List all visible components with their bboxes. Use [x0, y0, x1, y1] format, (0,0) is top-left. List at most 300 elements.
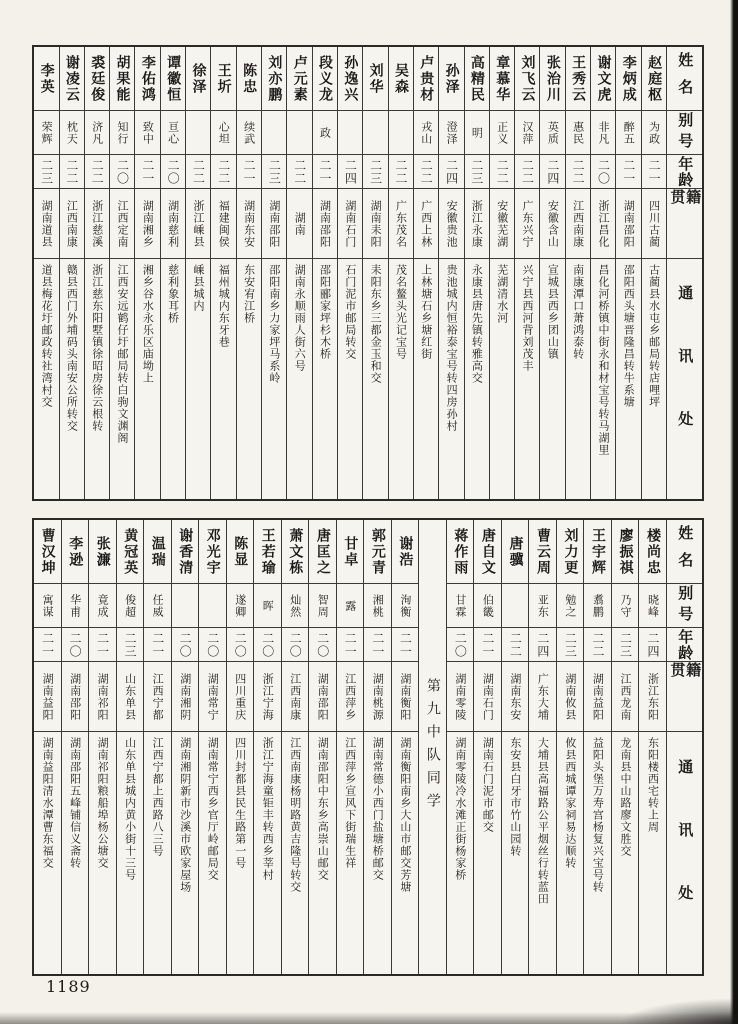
- table-column: [59, 47, 84, 499]
- age-cell-text: 二三: [368, 158, 383, 185]
- name-cell-text: 蒋作雨: [452, 527, 469, 576]
- column-header-native-text: 籍贯: [668, 189, 702, 224]
- name-cell: [172, 520, 199, 584]
- alias-cell: [34, 584, 61, 628]
- native-place-cell-text: 浙江慈溪: [90, 199, 104, 248]
- address-cell: [642, 259, 666, 499]
- age-cell: [392, 628, 419, 662]
- page-number: 1189: [46, 977, 91, 996]
- native-place-cell-text: 江西南康: [65, 199, 79, 248]
- table-column: [171, 520, 199, 974]
- name-cell: [591, 47, 615, 111]
- age-cell: [515, 155, 539, 189]
- name-cell: [227, 520, 254, 584]
- table-column: [336, 520, 364, 974]
- name-cell-text: 黄冠英: [122, 527, 139, 576]
- address-cell-text: 道县梅花圩邮政转社湾村交: [40, 264, 54, 408]
- native-place-cell-text: 湖南邵阳: [316, 672, 330, 721]
- alias-cell: [172, 584, 199, 628]
- name-cell-text: 段义龙: [317, 54, 334, 103]
- column-header-alias: [667, 111, 702, 155]
- alias-cell-text: 续武: [242, 120, 256, 145]
- alias-cell-text: 正义: [495, 120, 509, 145]
- name-cell: [186, 47, 210, 111]
- address-cell-text: 湖南零陵冷水滩正街杨家桥: [453, 737, 467, 881]
- table-column: [88, 520, 116, 974]
- table-column: [391, 520, 419, 974]
- native-place-cell-text: 湖南邵阳: [622, 199, 636, 248]
- name-cell-text: 唐自文: [479, 527, 496, 576]
- age-cell: [414, 155, 438, 189]
- table-column: [464, 47, 489, 499]
- age-cell: [557, 628, 584, 662]
- age-cell: [584, 628, 611, 662]
- alias-cell-text: 晓峰: [646, 593, 660, 618]
- name-cell: [502, 520, 529, 584]
- name-cell-text: 赵庭枢: [646, 54, 663, 103]
- age-cell: [34, 155, 58, 189]
- native-place-cell: [161, 189, 185, 259]
- native-place-cell: [254, 662, 281, 732]
- name-cell: [540, 47, 564, 111]
- native-place-cell: [211, 189, 235, 259]
- alias-cell: [540, 111, 564, 155]
- age-cell-text: 二一: [370, 631, 385, 658]
- alias-cell: [211, 111, 235, 155]
- age-cell-text: 二〇: [68, 631, 83, 658]
- native-place-cell: [439, 189, 463, 259]
- alias-cell-text: 澄泽: [445, 120, 459, 145]
- table-column: [446, 520, 474, 974]
- name-cell-text: 李佑鸿: [139, 54, 156, 103]
- alias-cell: [642, 111, 666, 155]
- address-cell-text: 邵阳郦家坪杉木桥: [318, 264, 332, 360]
- address-cell-text: 湖南邵阳中东乡高崇山邮交: [316, 737, 330, 881]
- name-cell-text: 谢浩: [397, 535, 414, 568]
- table-column: [528, 520, 556, 974]
- address-cell-text: 湖南湘阴新市沙溪市欧家屋场: [178, 737, 192, 893]
- native-place-cell: [566, 189, 590, 259]
- name-cell-text: 李英: [38, 62, 55, 95]
- address-cell-text: 东安县白牙市竹山园转: [508, 737, 522, 857]
- name-cell: [338, 47, 362, 111]
- age-cell-text: 二〇: [260, 631, 275, 658]
- name-cell-text: 曹汉坤: [39, 527, 56, 576]
- native-place-cell: [414, 189, 438, 259]
- address-cell: [211, 259, 235, 499]
- age-cell-text: 二一: [95, 631, 110, 658]
- age-cell: [262, 155, 286, 189]
- native-place-cell-text: 江西宁都: [151, 672, 165, 721]
- age-cell: [89, 628, 116, 662]
- alias-cell-text: 任威: [151, 593, 165, 618]
- table-column: [539, 47, 564, 499]
- age-cell: [363, 155, 387, 189]
- alias-cell: [144, 584, 171, 628]
- table-column: [514, 47, 539, 499]
- table-column: [34, 520, 61, 974]
- name-cell-text: 廖振祺: [617, 527, 634, 576]
- age-cell-text: 二一: [343, 631, 358, 658]
- age-cell-text: 二一: [40, 631, 55, 658]
- age-cell: [211, 155, 235, 189]
- name-cell: [161, 47, 185, 111]
- table-column: [590, 47, 615, 499]
- table-column: [61, 520, 89, 974]
- age-cell-text: 二一: [150, 631, 165, 658]
- native-place-cell-text: 山东单县: [123, 672, 137, 721]
- name-cell-text: 裘廷俊: [89, 54, 106, 103]
- native-place-cell: [172, 662, 199, 732]
- age-cell: [161, 155, 185, 189]
- alias-cell: [490, 111, 514, 155]
- native-place-cell-text: 江西龙南: [618, 672, 632, 721]
- alias-cell: [237, 111, 261, 155]
- table-column: [286, 47, 311, 499]
- alias-cell: [117, 584, 144, 628]
- name-cell: [612, 520, 639, 584]
- native-place-cell: [584, 662, 611, 732]
- name-cell: [62, 520, 89, 584]
- address-cell: [447, 732, 474, 974]
- address-cell: [364, 732, 391, 974]
- address-cell-text: 湖南邵阳五峰铺信义斋转: [68, 737, 82, 869]
- address-cell: [392, 732, 419, 974]
- age-cell-text: 二〇: [288, 631, 303, 658]
- age-cell-text: 二二: [393, 158, 408, 185]
- column-header-name-text: 姓名: [676, 524, 695, 579]
- native-place-cell: [490, 189, 514, 259]
- address-cell-text: 江西宁都上西路八三号: [151, 737, 165, 857]
- age-cell: [616, 155, 640, 189]
- alias-cell: [465, 111, 489, 155]
- name-cell: [309, 520, 336, 584]
- address-cell-text: 湖南石门泥市邮交: [481, 737, 495, 833]
- native-place-cell: [591, 189, 615, 259]
- native-place-cell: [529, 662, 556, 732]
- table-column: [84, 47, 109, 499]
- address-cell-text: 石门泥市邮局转交: [343, 264, 357, 360]
- address-cell: [363, 259, 387, 499]
- age-cell-text: 二三: [469, 158, 484, 185]
- name-cell-text: 高精民: [468, 54, 485, 103]
- name-cell: [566, 47, 590, 111]
- name-cell-text: 王宇辉: [589, 527, 606, 576]
- alias-cell-text: 华甫: [68, 593, 82, 618]
- section-divider-column: [418, 520, 446, 974]
- native-place-cell: [465, 189, 489, 259]
- native-place-cell: [313, 189, 337, 259]
- name-cell: [199, 520, 226, 584]
- table-column: [281, 520, 309, 974]
- alias-cell: [584, 584, 611, 628]
- age-cell: [309, 628, 336, 662]
- table-column: [34, 47, 58, 499]
- table-column: [438, 47, 463, 499]
- address-cell-text: 上林塘石乡塘红街: [419, 264, 433, 360]
- age-cell-text: 二一: [140, 158, 155, 185]
- address-cell: [515, 259, 539, 499]
- age-cell-text: 二一: [398, 631, 413, 658]
- alias-cell: [439, 111, 463, 155]
- address-cell-text: 嵊县城内: [191, 264, 205, 312]
- alias-cell-text: 洵衡: [398, 593, 412, 618]
- name-cell-text: 李炳成: [620, 54, 637, 103]
- alias-cell-text: 汉萍: [521, 120, 534, 145]
- alias-cell-text: 俊超: [123, 593, 137, 618]
- name-cell: [557, 520, 584, 584]
- name-cell-text: 胡果能: [114, 54, 131, 103]
- name-cell: [89, 520, 116, 584]
- alias-cell-text: 惠民: [571, 120, 585, 145]
- table-column: [185, 47, 210, 499]
- native-place-cell-text: 广西上林: [419, 199, 433, 248]
- address-cell-text: 宣城县西乡团山镇: [546, 264, 560, 360]
- age-cell-text: 二〇: [166, 158, 181, 185]
- native-place-cell: [639, 662, 666, 732]
- age-cell: [62, 628, 89, 662]
- column-header-address-text: 通讯处: [676, 284, 695, 474]
- address-cell: [612, 732, 639, 974]
- address-cell-text: 邵阳西头塘晋隆昌转牛系塘: [622, 264, 636, 408]
- name-cell: [85, 47, 109, 111]
- alias-cell: [566, 111, 590, 155]
- address-cell: [309, 732, 336, 974]
- alias-cell: [85, 111, 109, 155]
- age-cell-text: 二一: [647, 158, 662, 185]
- age-cell-text: 二二: [495, 158, 510, 185]
- address-cell: [502, 732, 529, 974]
- native-place-cell-text: 湖南慈利: [166, 199, 180, 248]
- name-cell: [584, 520, 611, 584]
- table-column: [388, 47, 413, 499]
- native-place-cell: [287, 189, 311, 259]
- native-place-cell: [389, 189, 413, 259]
- alias-cell: [337, 584, 364, 628]
- alias-cell: [62, 584, 89, 628]
- name-cell-text: 徐泽: [190, 62, 207, 95]
- roster-table-top: [32, 45, 704, 501]
- alias-cell: [612, 584, 639, 628]
- alias-cell-text: 致中: [141, 120, 155, 145]
- native-place-cell: [338, 189, 362, 259]
- age-cell-text: 二二: [571, 158, 586, 185]
- name-cell-text: 郭元青: [369, 527, 386, 576]
- age-cell-text: 二二: [216, 158, 231, 185]
- age-cell: [474, 628, 501, 662]
- alias-cell-text: 寓谋: [41, 593, 55, 618]
- table-column: [556, 520, 584, 974]
- native-place-cell-text: 湖南东安: [242, 199, 256, 248]
- address-cell-text: 茂名鳌头光记宝号: [394, 264, 408, 360]
- section-label-cell: [419, 520, 446, 974]
- native-place-cell: [237, 189, 261, 259]
- address-cell-text: 益阳头堡万寿宫杨复兴宝号转: [591, 737, 605, 893]
- age-cell-text: 二二: [292, 158, 307, 185]
- native-place-cell: [199, 662, 226, 732]
- native-place-cell-text: 浙江嵊县: [191, 199, 205, 248]
- native-place-cell-text: 江西南康: [571, 199, 585, 248]
- alias-cell: [515, 111, 539, 155]
- age-cell-text: 二二: [90, 158, 105, 185]
- name-cell-text: 吴森: [392, 62, 409, 95]
- age-cell-text: 二二: [64, 158, 79, 185]
- age-cell: [237, 155, 261, 189]
- alias-cell-text: 心坦: [217, 120, 231, 145]
- native-place-cell: [135, 189, 159, 259]
- age-cell: [439, 155, 463, 189]
- native-place-cell-text: 湖南益阳: [41, 672, 55, 721]
- age-cell: [490, 155, 514, 189]
- name-cell-text: 谭徽恒: [165, 54, 182, 103]
- name-cell-text: 刘亦鹏: [266, 54, 283, 103]
- header-column: [666, 520, 702, 974]
- age-cell-text: 二二: [590, 631, 605, 658]
- address-cell-text: 江西南康杨明路黄吉隆号转交: [288, 737, 302, 893]
- name-cell-text: 温瑞: [149, 535, 166, 568]
- address-cell-text: 湖南永顺雨人街六号: [293, 264, 307, 372]
- age-cell: [117, 628, 144, 662]
- alias-cell: [161, 111, 185, 155]
- name-cell-text: 萧文栋: [287, 527, 304, 576]
- native-place-cell: [262, 189, 286, 259]
- native-place-cell: [612, 662, 639, 732]
- name-cell: [262, 47, 286, 111]
- native-place-cell-text: 湖南攸县: [563, 672, 577, 721]
- native-place-cell-text: 福建闽侯: [217, 199, 231, 248]
- name-cell: [389, 47, 413, 111]
- address-cell: [254, 732, 281, 974]
- address-cell-text: 湖南常德小西门盐塘桥邮交: [371, 737, 385, 881]
- native-place-cell-text: 浙江东阳: [646, 672, 660, 721]
- name-cell-text: 卢元素: [291, 54, 308, 103]
- address-cell-text: 耒阳东乡三都金玉和交: [369, 264, 383, 384]
- native-place-cell-text: 湖南石门: [481, 672, 495, 721]
- table-column: [116, 520, 144, 974]
- native-place-cell: [34, 189, 58, 259]
- column-header-address-text: 通讯处: [676, 758, 695, 948]
- age-cell-text: 二四: [645, 631, 660, 658]
- table-column: [337, 47, 362, 499]
- age-cell-text: 二三: [39, 158, 54, 185]
- name-cell-text: 卢贵材: [418, 54, 435, 103]
- age-cell-text: 二〇: [315, 631, 330, 658]
- address-cell: [287, 259, 311, 499]
- age-cell: [540, 155, 564, 189]
- address-cell-text: 昌化河桥镇中街永和材宝号转马湖里: [596, 264, 610, 456]
- native-place-cell: [110, 189, 134, 259]
- alias-cell: [199, 584, 226, 628]
- alias-cell: [60, 111, 84, 155]
- alias-cell: [591, 111, 615, 155]
- name-cell: [254, 520, 281, 584]
- native-place-cell: [502, 662, 529, 732]
- address-cell-text: 山东单县城内黄小街十三号: [123, 737, 137, 881]
- alias-cell: [110, 111, 134, 155]
- native-place-cell: [117, 662, 144, 732]
- alias-cell-text: 乃守: [618, 593, 632, 618]
- native-place-cell-text: 湖南常宁: [206, 672, 220, 721]
- alias-cell-text: 醉五: [622, 120, 636, 145]
- name-cell-text: 谢文虎: [595, 54, 612, 103]
- age-cell: [313, 155, 337, 189]
- column-header-age: [667, 155, 702, 189]
- native-place-cell: [447, 662, 474, 732]
- table-column: [261, 47, 286, 499]
- age-cell: [465, 155, 489, 189]
- age-cell-text: 二二: [520, 158, 535, 185]
- age-cell: [254, 628, 281, 662]
- native-place-cell-text: 广东兴宁: [521, 199, 534, 248]
- native-place-cell: [540, 189, 564, 259]
- native-place-cell-text: 湖南耒阳: [369, 199, 383, 248]
- alias-cell: [529, 584, 556, 628]
- native-place-cell: [227, 662, 254, 732]
- native-place-cell: [62, 662, 89, 732]
- address-cell: [414, 259, 438, 499]
- name-cell-text: 刘华: [367, 62, 384, 95]
- name-cell-text: 邓光宇: [204, 527, 221, 576]
- age-cell-text: 二〇: [453, 631, 468, 658]
- age-cell-text: 二一: [480, 631, 495, 658]
- table-column: [253, 520, 281, 974]
- address-cell: [490, 259, 514, 499]
- native-place-cell-text: 湖南邵阳: [318, 199, 332, 248]
- address-cell: [135, 259, 159, 499]
- alias-cell: [135, 111, 159, 155]
- address-cell: [465, 259, 489, 499]
- address-cell-text: 湖南衡阳南乡大山市邮交芳塘: [398, 737, 412, 893]
- column-header-address: [667, 732, 702, 974]
- table-column: [489, 47, 514, 499]
- name-cell: [642, 47, 666, 111]
- address-cell: [337, 732, 364, 974]
- name-cell: [313, 47, 337, 111]
- alias-cell: [34, 111, 58, 155]
- native-place-cell: [616, 189, 640, 259]
- table-column: [638, 520, 666, 974]
- name-cell: [439, 47, 463, 111]
- name-cell-text: 谢香清: [177, 527, 194, 576]
- name-cell: [465, 47, 489, 111]
- native-place-cell-text: 湖南邵阳: [68, 672, 82, 721]
- native-place-cell-text: 浙江宁海: [261, 672, 275, 721]
- name-cell-text: 唐骥: [507, 535, 524, 568]
- native-place-cell: [186, 189, 210, 259]
- column-header-age-text: 年龄: [676, 628, 695, 661]
- native-place-cell-text: 安徽贵池: [445, 199, 459, 248]
- column-header-native-text: 籍贯: [668, 662, 702, 697]
- name-cell: [237, 47, 261, 111]
- table-column: [473, 520, 501, 974]
- native-place-cell-text: 湖南湘乡: [141, 199, 155, 248]
- age-cell-text: 二三: [618, 631, 633, 658]
- age-cell: [199, 628, 226, 662]
- alias-cell-text: 亘心: [166, 120, 180, 145]
- age-cell-text: 二四: [545, 158, 560, 185]
- column-header-age: [667, 628, 702, 662]
- name-cell-text: 孙泽: [443, 62, 460, 95]
- native-place-cell-text: 湖南东安: [508, 672, 522, 721]
- address-cell: [199, 732, 226, 974]
- address-cell: [227, 732, 254, 974]
- age-cell: [186, 155, 210, 189]
- age-cell: [282, 628, 309, 662]
- alias-cell-text: 竟成: [96, 593, 110, 618]
- age-cell-text: 二三: [123, 631, 138, 658]
- age-cell-text: 二一: [621, 158, 636, 185]
- native-place-cell: [557, 662, 584, 732]
